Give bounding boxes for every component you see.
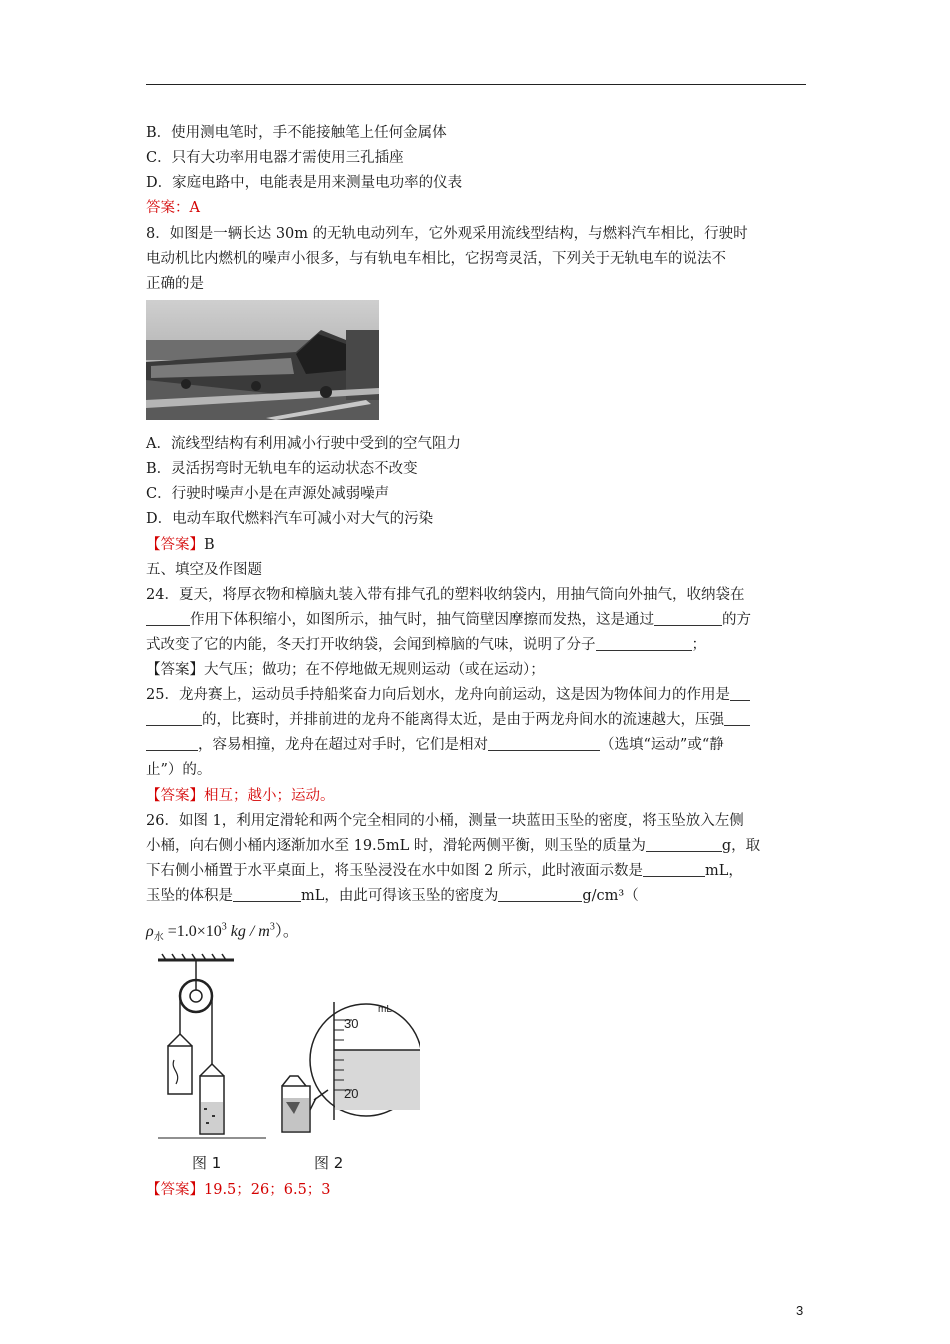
q25-stem-line3: ，容易相撞，龙舟在超过对手时，它们是相对 （选填“运动”或“静 (146, 735, 724, 755)
header-rule (146, 84, 806, 85)
q8-option-b: B．灵活拐弯时无轨电车的运动状态不改变 (146, 461, 418, 477)
q8-option-d: D．电动车取代燃料汽车可减小对大气的污染 (146, 511, 434, 527)
figure1-caption: 图 1 (192, 1154, 222, 1172)
q24-stem-line1: 24．夏天，将厚衣物和樟脑丸装入带有排气孔的塑料收纳袋内，用抽气筒向外抽气，收纳袋在 (146, 587, 745, 603)
page-number: 3 (796, 1303, 804, 1318)
q24-answer: 【答案】大气压；做功；在不停地做无规则运动（或在运动）； (146, 662, 545, 678)
q8-stem-line2: 电动机比内燃机的噪声小很多，与有轨电车相比，它拐弯灵活，下列关于无轨电车的说法不 (146, 251, 726, 267)
answer-blank (643, 862, 705, 877)
measuring-bucket-figure (270, 990, 420, 1140)
q7-answer: 答案：A (146, 200, 200, 216)
water-density-formula: $\rho_水 =1.0\times 10^3$ kg / $m^3$）。 (146, 921, 299, 944)
answer-blank (646, 837, 722, 852)
answer-bracket: 【答案】 (146, 537, 204, 553)
answer-blank (654, 611, 722, 626)
section-heading: 五、填空及作图题 (146, 562, 262, 578)
q26-answer (146, 1180, 331, 1200)
answer-blank (146, 711, 202, 726)
q24-stem-line3: 式改变了它的内能，冬天打开收纳袋，会闻到樟脑的气味，说明了分子 ； (146, 637, 706, 653)
q26-stem-line1: 26．如图 1，利用定滑轮和两个完全相同的小桶，测量一块蓝田玉坠的密度，将玉坠放入左侧 (146, 813, 744, 829)
q25-stem-line1: 25．龙舟赛上，运动员手持船桨奋力向后划水，龙舟向前运动，这是因为物体间力的作用是 (146, 685, 750, 705)
figure2-caption: 图 2 (314, 1154, 344, 1172)
q8-option-c: C．行驶时噪声小是在声源处减弱噪声 (146, 486, 390, 502)
q8-option-a: A．流线型结构有利用减小行驶中受到的空气阻力 (146, 436, 461, 452)
q7-option-b: B．使用测电笔时，手不能接触笔上任何金属体 (146, 125, 447, 141)
answer-blank (724, 711, 750, 726)
q25-stem-line4: 止”）的。 (146, 762, 212, 778)
q8-stem-line1: 8．如图是一辆长达 30m 的无轨电动列车，它外观采用流线型结构，与燃料汽车相比，行驶时 (146, 226, 748, 242)
q7-option-d: D．家庭电路中，电能表是用来测量电功率的仪表 (146, 175, 463, 191)
q26-stem-line3: 下右侧小桶置于水平桌面上，将玉坠浸没在水中如图 2 所示，此时液面示数是 mL， (146, 863, 743, 879)
q8-stem-line3: 正确的是 (146, 276, 204, 292)
q26-stem-line4: 玉坠的体积是 mL，由此可得该玉坠的密度为 g/cm³（ (146, 888, 639, 904)
answer-value: 19.5；26；6.5；3 (204, 1182, 331, 1198)
answer-blank (146, 611, 190, 626)
scale-label-top: 30 (344, 1016, 359, 1031)
answer-bracket: 【答案】 (146, 1182, 204, 1198)
scale-label-bottom: 20 (344, 1086, 359, 1101)
answer-blank (488, 736, 600, 751)
answer-value: B (204, 537, 215, 553)
trackless-tram-photo (146, 300, 379, 420)
answer-blank (233, 887, 301, 902)
q25-answer: 【答案】相互；越小；运动。 (146, 788, 335, 804)
q8-answer (146, 535, 215, 555)
pulley-buckets-figure (156, 952, 266, 1144)
answer-blank (146, 736, 198, 751)
q24-stem-line2: 作用下体积缩小，如图所示，抽气时，抽气筒壁因摩擦而发热，这是通过 的方 (146, 610, 751, 630)
q7-option-c: C．只有大功率用电器才需使用三孔插座 (146, 150, 404, 166)
answer-blank (730, 686, 750, 701)
scale-unit-label: mL (378, 1004, 392, 1015)
answer-blank (596, 636, 692, 651)
q26-stem-line2: 小桶，向右侧小桶内逐渐加水至 19.5mL 时，滑轮两侧平衡，则玉坠的质量为 g，取 (146, 838, 761, 854)
q25-stem-line2: 的，比赛时，并排前进的龙舟不能离得太近，是由于两龙舟间水的流速越大，压强 (146, 710, 750, 730)
answer-blank (498, 887, 582, 902)
